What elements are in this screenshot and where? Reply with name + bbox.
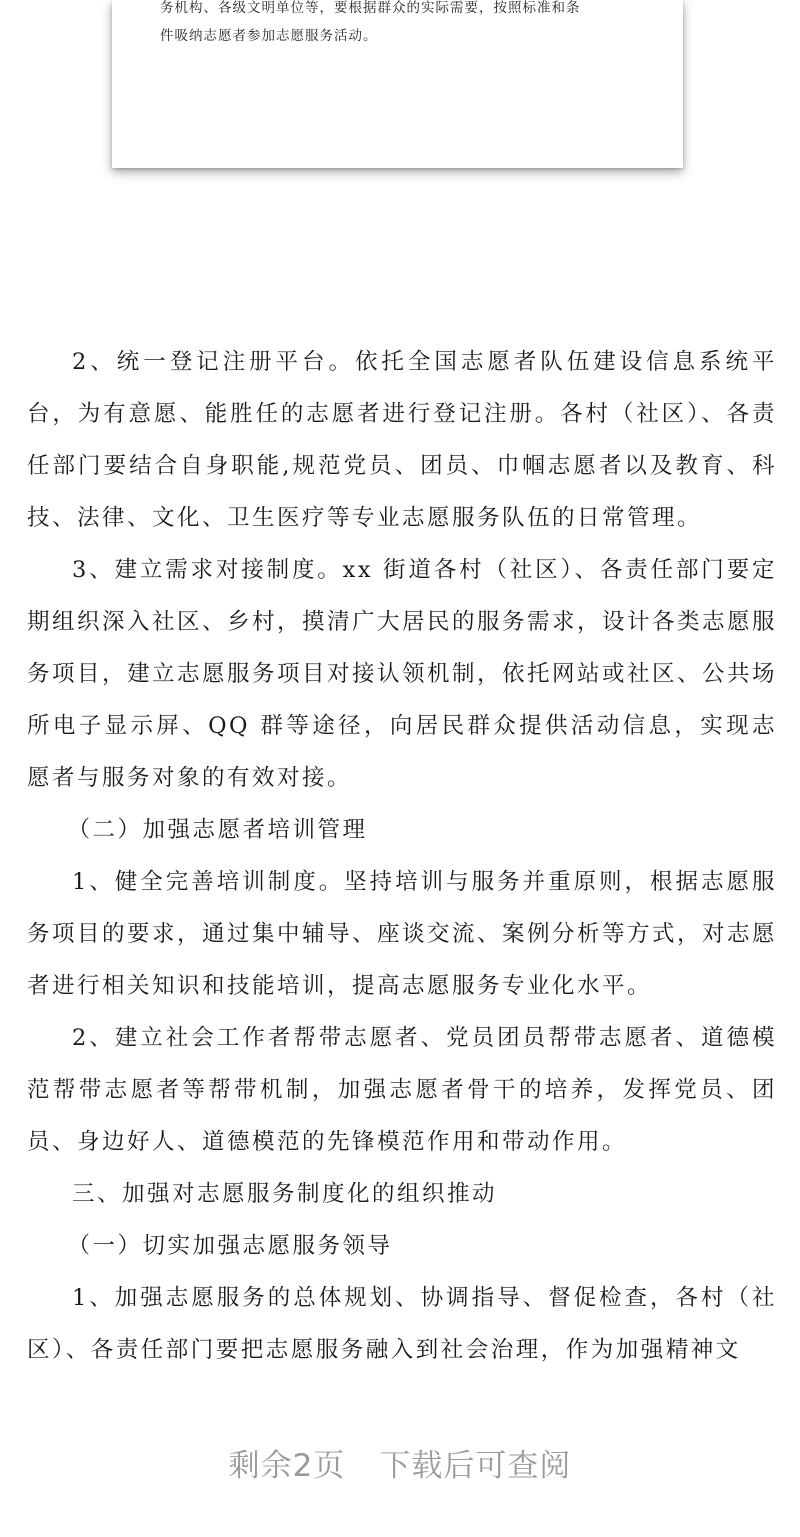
preview-page-card bbox=[112, 0, 683, 168]
section-heading: 三、加强对志愿服务制度化的组织推动 bbox=[72, 1181, 498, 1207]
card-text bbox=[160, 0, 650, 50]
document-body bbox=[27, 336, 777, 1376]
paragraph: 2、建立社会工作者帮带志愿者、党员团员帮带志愿者、道德模范帮带志愿者等帮带机制，加强志愿者骨干的培养，发挥党员、团员、身边好人、道德模范的先锋模范作用和带动作用。 bbox=[27, 1025, 777, 1155]
download-banner[interactable] bbox=[0, 1432, 800, 1492]
card-line: 务机构、各级文明单位等，要根据群众的实际需要，按照标准和条 bbox=[160, 0, 581, 16]
section-subheading: （一）切实加强志愿服务领导 bbox=[67, 1233, 393, 1259]
remaining-pages-label[interactable]: 剩余2页 bbox=[228, 1447, 346, 1484]
section-subheading: （二）加强志愿者培训管理 bbox=[67, 817, 368, 843]
paragraph: 1、加强志愿服务的总体规划、协调指导、督促检查，各村（社区）、各责任部门要把志愿服务融入到社会治理，作为加强精神文 bbox=[27, 1285, 777, 1363]
card-line: 件吸纳志愿者参加志愿服务活动。 bbox=[160, 28, 378, 44]
download-to-view-link[interactable]: 下载后可查阅 bbox=[379, 1447, 572, 1484]
paragraph: 1、健全完善培训制度。坚持培训与服务并重原则，根据志愿服务项目的要求，通过集中辅导、座谈交流、案例分析等方式，对志愿者进行相关知识和技能培训，提高志愿服务专业化水平。 bbox=[27, 869, 778, 999]
paragraph: 2、统一登记注册平台。依托全国志愿者队伍建设信息系统平台，为有意愿、能胜任的志愿者进行登记注册。各村（社区）、各责任部门要结合自身职能,规范党员、团员、巾帼志愿者以及教育、科技、法律、文化、卫生医疗等专业志愿服务队伍的日常管理。 bbox=[27, 349, 777, 531]
paragraph: 3、建立需求对接制度。xx 街道各村（社区）、各责任部门要定期组织深入社区、乡村，摸清广大居民的服务需求，设计各类志愿服务项目，建立志愿服务项目对接认领机制，依托网站或社区、公共场所电子显示屏、QQ 群等途径，向居民群众提供活动信息，实现志愿者与服务对象的有效对接。 bbox=[27, 557, 778, 791]
